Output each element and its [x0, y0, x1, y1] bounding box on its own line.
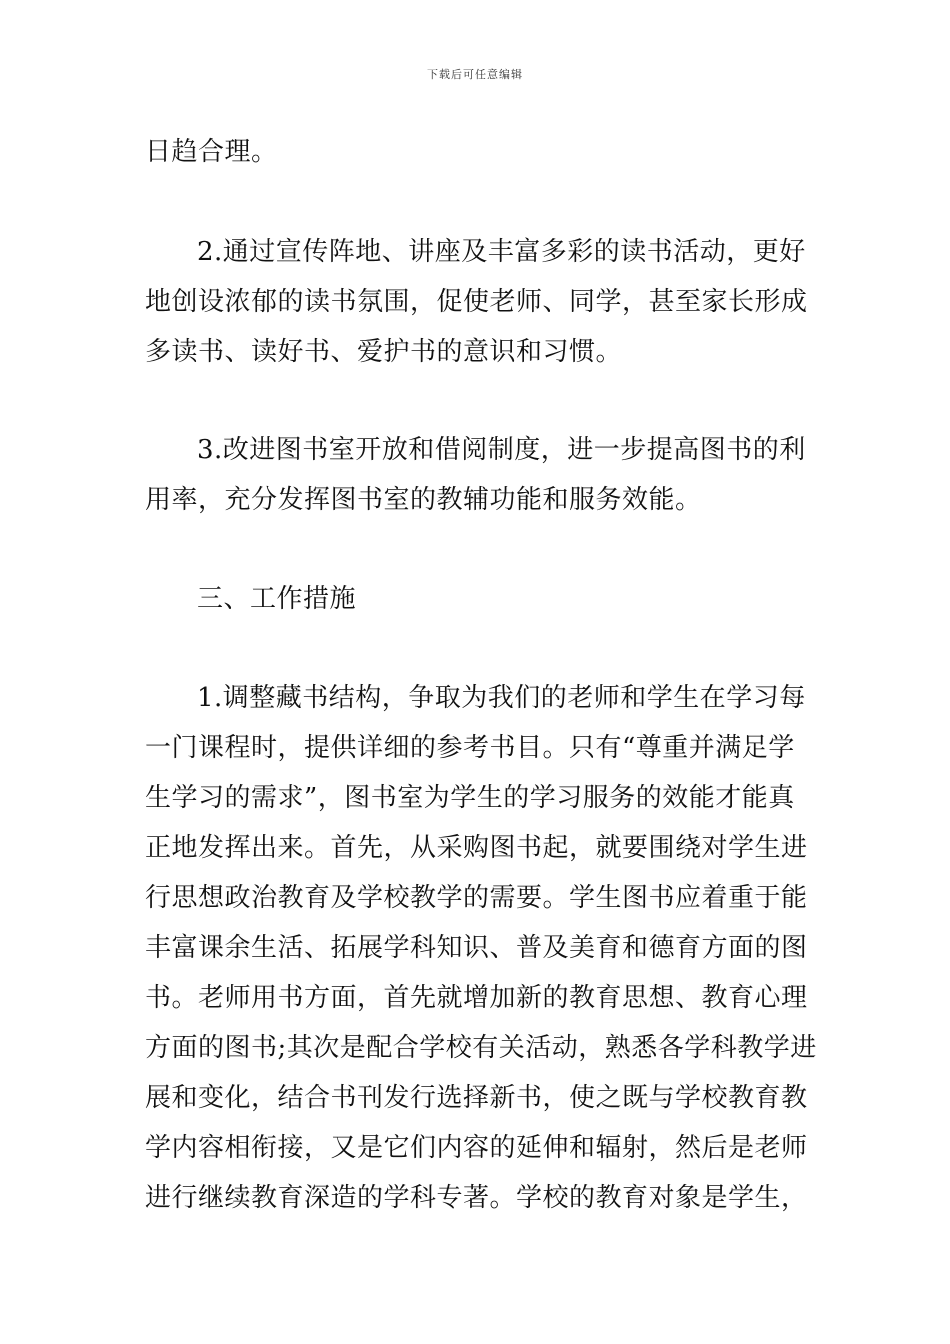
paragraph-line: 1.调整藏书结构，争取为我们的老师和学生在学习每: [197, 683, 806, 713]
paragraph-line: 学内容相衔接，又是它们内容的延伸和辐射，然后是老师: [145, 1133, 808, 1163]
paragraph-line: 书。老师用书方面，首先就增加新的教育思想、教育心理: [145, 983, 808, 1013]
paragraph-line: 进行继续教育深造的学科专著。学校的教育对象是学生，: [145, 1183, 808, 1213]
paragraph-line: 日趋合理。: [145, 137, 278, 167]
paragraph-line: 行思想政治教育及学校教学的需要。学生图书应着重于能: [145, 883, 808, 913]
paragraph-line: 2.通过宣传阵地、讲座及丰富多彩的读书活动，更好: [197, 237, 806, 267]
paragraph-line: 一门课程时，提供详细的参考书目。只有“尊重并满足学: [145, 733, 795, 763]
paragraph-line: 生学习的需求”，图书室为学生的学习服务的效能才能真: [145, 783, 795, 813]
page-header: 下载后可任意编辑: [427, 68, 523, 81]
paragraph-line: 正地发挥出来。首先，从采购图书起，就要围绕对学生进: [145, 833, 808, 863]
paragraph-line: 方面的图书;其次是配合学校有关活动，熟悉各学科教学进: [145, 1033, 817, 1063]
paragraph-line: 用率，充分发挥图书室的教辅功能和服务效能。: [145, 485, 702, 515]
section-heading: 三、工作措施: [197, 584, 357, 614]
paragraph-line: 丰富课余生活、拓展学科知识、普及美育和德育方面的图: [145, 933, 808, 963]
paragraph-line: 多读书、读好书、爱护书的意识和习惯。: [145, 337, 623, 367]
paragraph-line: 3.改进图书室开放和借阅制度，进一步提高图书的利: [197, 435, 806, 465]
paragraph-line: 展和变化，结合书刊发行选择新书，使之既与学校教育教: [145, 1083, 808, 1113]
paragraph-line: 地创设浓郁的读书氛围，促使老师、同学，甚至家长形成: [145, 287, 808, 317]
